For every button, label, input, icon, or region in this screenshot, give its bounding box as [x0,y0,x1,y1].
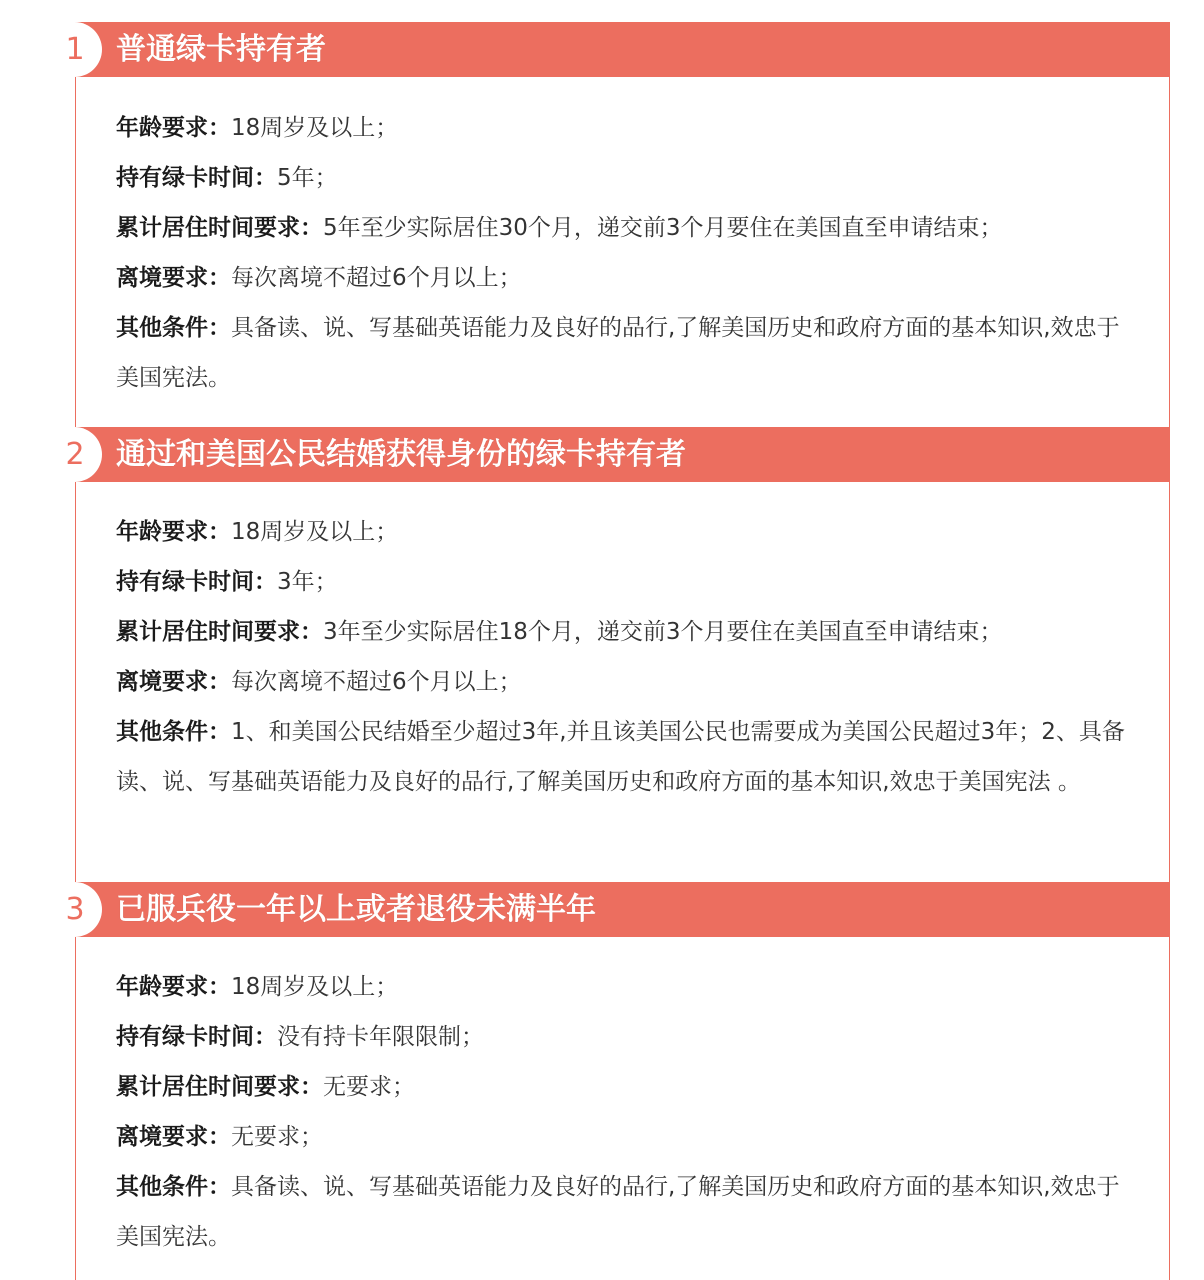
row-label: 累计居住时间要求： [116,215,323,241]
row-value: 18周岁及以上； [231,115,399,141]
row-label: 年龄要求： [116,115,231,141]
row-value: 没有持卡年限限制； [277,1024,484,1050]
row-value: 具备读、说、写基础英语能力及良好的品行,了解美国历史和政府方面的基本知识,效忠于美国宪法。 [116,315,1120,391]
row-value: 1、和美国公民结婚至少超过3年,并且该美国公民也需要成为美国公民超过3年；2、具备读、说、写基础英语能力及良好的品行,了解美国历史和政府方面的基本知识,效忠于美国宪法 。 [116,719,1125,795]
section-number: 2 [65,437,85,472]
row-label: 持有绿卡时间： [116,1024,277,1050]
info-row [116,103,1136,153]
row-value: 每次离境不超过6个月以上； [231,265,522,291]
row-value: 3年； [277,569,338,595]
row-label: 其他条件： [116,719,231,745]
section-header [60,882,1170,937]
row-label: 年龄要求： [116,974,231,1000]
info-row [116,557,1136,607]
row-label: 离境要求： [116,1124,231,1150]
section-body [75,77,1170,427]
info-row [116,657,1136,707]
section-title: 通过和美国公民结婚获得身份的绿卡持有者 [116,437,686,472]
row-label: 其他条件： [116,315,231,341]
row-label: 累计居住时间要求： [116,619,323,645]
section-title: 已服兵役一年以上或者退役未满半年 [116,892,596,927]
info-row [116,303,1136,403]
info-row [116,607,1136,657]
info-row [116,1062,1136,1112]
row-label: 持有绿卡时间： [116,165,277,191]
info-row [116,1012,1136,1062]
number-tab [60,22,102,77]
section-header [60,22,1170,77]
section-1 [0,22,1204,427]
row-label: 其他条件： [116,1174,231,1200]
section-number: 1 [65,32,85,67]
row-label: 累计居住时间要求： [116,1074,323,1100]
info-row [116,962,1136,1012]
section-body [75,937,1170,1280]
row-value: 每次离境不超过6个月以上； [231,669,522,695]
info-row [116,1112,1136,1162]
row-label: 持有绿卡时间： [116,569,277,595]
row-value: 18周岁及以上； [231,974,399,1000]
info-row [116,707,1136,807]
section-2 [0,427,1204,882]
number-tab [60,882,102,937]
row-value: 18周岁及以上； [231,519,399,545]
row-value: 无要求； [323,1074,415,1100]
section-header [60,427,1170,482]
row-label: 离境要求： [116,265,231,291]
section-3 [0,882,1204,1280]
section-body [75,482,1170,882]
row-value: 5年； [277,165,338,191]
row-label: 年龄要求： [116,519,231,545]
info-row [116,1162,1136,1262]
info-row [116,153,1136,203]
row-value: 5年至少实际居住30个月，递交前3个月要住在美国直至申请结束； [323,215,1003,241]
info-row [116,507,1136,557]
row-value: 无要求； [231,1124,323,1150]
row-label: 离境要求： [116,669,231,695]
row-value: 具备读、说、写基础英语能力及良好的品行,了解美国历史和政府方面的基本知识,效忠于美国宪法。 [116,1174,1120,1250]
number-tab [60,427,102,482]
row-value: 3年至少实际居住18个月，递交前3个月要住在美国直至申请结束； [323,619,1003,645]
info-row [116,253,1136,303]
info-row [116,203,1136,253]
section-number: 3 [65,892,85,927]
section-title: 普通绿卡持有者 [116,32,326,67]
